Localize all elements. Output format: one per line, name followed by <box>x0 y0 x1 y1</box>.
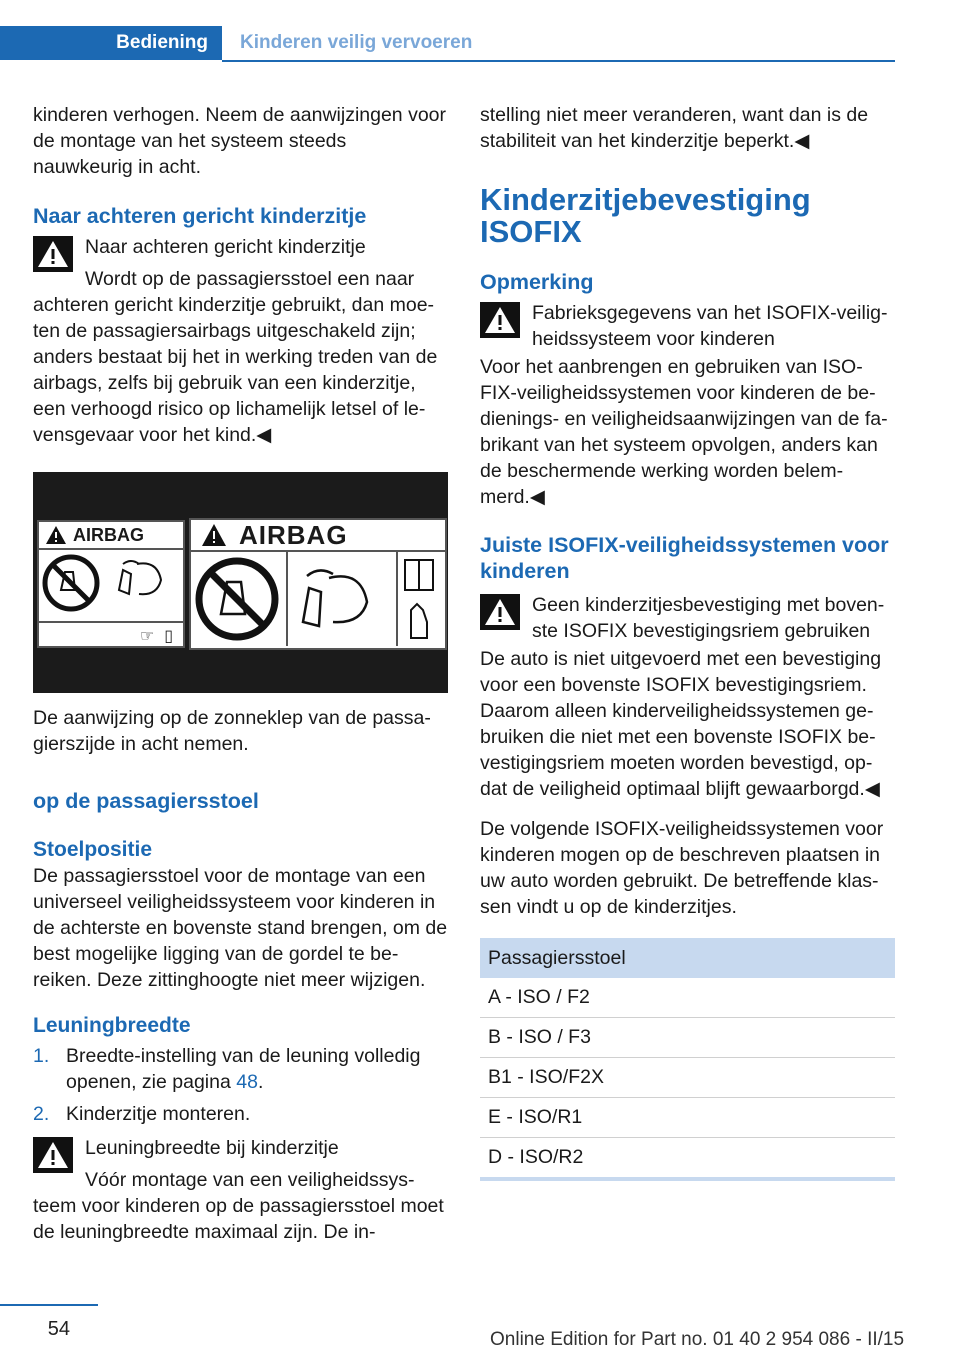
warning-triangle-icon <box>33 236 73 272</box>
airbag-warning-label-image <box>33 472 448 693</box>
warning-title: Fabrieksgegevens van het ISOFIX-veilig-heidssysteem voor kinderen <box>532 302 888 350</box>
heading-seat-position: Stoelpositie <box>33 838 153 861</box>
heading-correct-isofix-systems: Juiste ISOFIX-veiligheidssystemen voor kinderen <box>480 533 889 583</box>
airbag-label-small <box>37 520 185 648</box>
warning-text: Voor het aanbrengen en gebruiken van ISO-FIX-veiligheidssystemen voor kinderen de be-dienings- en veiligheidsaanwijzingen van de fa-brikant van het systeem opvolgen, anders kan de beschermende werking worden belem-merd.◀ <box>480 356 888 508</box>
table-row: B1 - ISO/F2X <box>480 1058 895 1098</box>
airbag-label-large <box>189 518 447 650</box>
table-row: A - ISO / F2 <box>480 978 895 1018</box>
table-row: E - ISO/R1 <box>480 1098 895 1138</box>
heading-isofix: Kinderzitjebevestiging ISOFIX <box>480 182 811 249</box>
seat-position-text: De passagiersstoel voor de montage van een universeel veiligheidssysteem voor kinderen in de achterste en bovenste stand brengen, om de best mogelijke ligging van de gordel te be-reiken. Deze zittinghoogte niet meer wijzigen. <box>33 865 448 991</box>
page-number-rule <box>0 1304 98 1306</box>
section-tab-active: Bediening <box>0 26 222 60</box>
warning-text: De auto is niet uitgevoerd met een bevestiging voor een bovenste ISOFIX bevestigingsriem. Daarom alleen kinderveiligheidssystemen ge-bruiken die niet met een bovenste ISOFIX be-vestigingsriem moeten worden bevestigd, op-dat de veiligheid optimaal blijft gewaarborgd.◀ <box>480 648 882 800</box>
intro-paragraph: kinderen verhogen. Neem de aanwijzingen voor de montage van het systeem steeds nauwkeurig in acht. <box>33 104 447 178</box>
table-row: D - ISO/R2 <box>480 1138 895 1180</box>
warning-top-tether <box>480 592 895 644</box>
page-number: 54 <box>47 1318 70 1340</box>
page-header <box>0 26 895 62</box>
heading-backrest-width: Leuningbreedte <box>33 1014 191 1037</box>
continued-paragraph: stelling niet meer veranderen, want dan is de stabiliteit van het kinderzitje beperkt.◀ <box>480 104 869 152</box>
warning-title: Naar achteren gericht kinderzitje <box>85 236 366 258</box>
warning-backrest-width <box>33 1135 448 1161</box>
warning-title: Geen kinderzitjesbevestiging met boven-ste ISOFIX bevestigingsriem gebruiken <box>532 594 885 642</box>
heading-passenger-seat: op de passagiersstoel <box>33 789 259 813</box>
warning-rear-facing <box>33 234 448 260</box>
left-column <box>33 102 448 1245</box>
manual-book-icon: ▯ <box>164 628 173 645</box>
section-tab-subtitle: Kinderen veilig vervoeren <box>240 32 473 53</box>
heading-rear-facing: Naar achteren gericht kinderzitje <box>33 204 367 228</box>
isofix-class-table <box>480 938 895 1181</box>
warning-title: Leuningbreedte bij kinderzitje <box>85 1137 339 1159</box>
step-list <box>33 1043 448 1127</box>
airbag-label-text: AIRBAG <box>239 519 348 550</box>
warning-triangle-icon <box>45 525 67 545</box>
table-header: Passagiersstoel <box>480 938 895 978</box>
right-column <box>480 102 895 1181</box>
list-item: 2. Kinderzitje monteren. <box>33 1103 251 1125</box>
warning-triangle-icon <box>33 1137 73 1173</box>
page-link[interactable]: 48 <box>236 1071 258 1093</box>
list-item: 1. Breedte-instelling van de leuning volledig openen, zie pagina 48. <box>33 1045 421 1093</box>
heading-note: Opmerking <box>480 270 594 294</box>
warning-triangle-icon <box>480 594 520 630</box>
edition-footer: Online Edition for Part no. 01 40 2 954 086 - II/15 <box>490 1329 905 1350</box>
warning-text: Vóór montage van een veiligheidssys-teem voor kinderen op de passagiersstoel moet de leuningbreedte maximaal zijn. De in- <box>33 1169 444 1243</box>
warning-manufacturer-data <box>480 300 895 352</box>
warning-triangle-icon <box>480 302 520 338</box>
table-row: B - ISO / F3 <box>480 1018 895 1058</box>
warning-triangle-icon <box>201 523 227 547</box>
no-rear-facing-seat-icon <box>191 552 441 646</box>
airbag-label-text: AIRBAG <box>73 524 144 545</box>
isofix-systems-text: De volgende ISOFIX-veiligheidssystemen voor kinderen mogen op de beschreven plaatsen in uw auto worden gebruikt. De betreffende klas-sen vindt u op de kinderzitjes. <box>480 818 884 918</box>
no-rear-facing-seat-icon <box>39 550 179 616</box>
warning-text: Wordt op de passagiersstoel een naar achteren gericht kinderzitje gebruikt, dan moe-ten de passagiersairbags uitgeschakeld zijn; anders bestaat bij het in werking treden van de airbags, zelfs bij gebruik van een kinderzitje, een verhoogd risico op lichamelijk letsel of le-vensgevaar voor het kind.◀ <box>33 268 438 446</box>
sun-visor-caption: De aanwijzing op de zonneklep van de passa-gierszijde in acht nemen. <box>33 707 431 755</box>
header-rule <box>222 60 895 62</box>
pointing-hand-icon: ☞ <box>139 628 155 645</box>
